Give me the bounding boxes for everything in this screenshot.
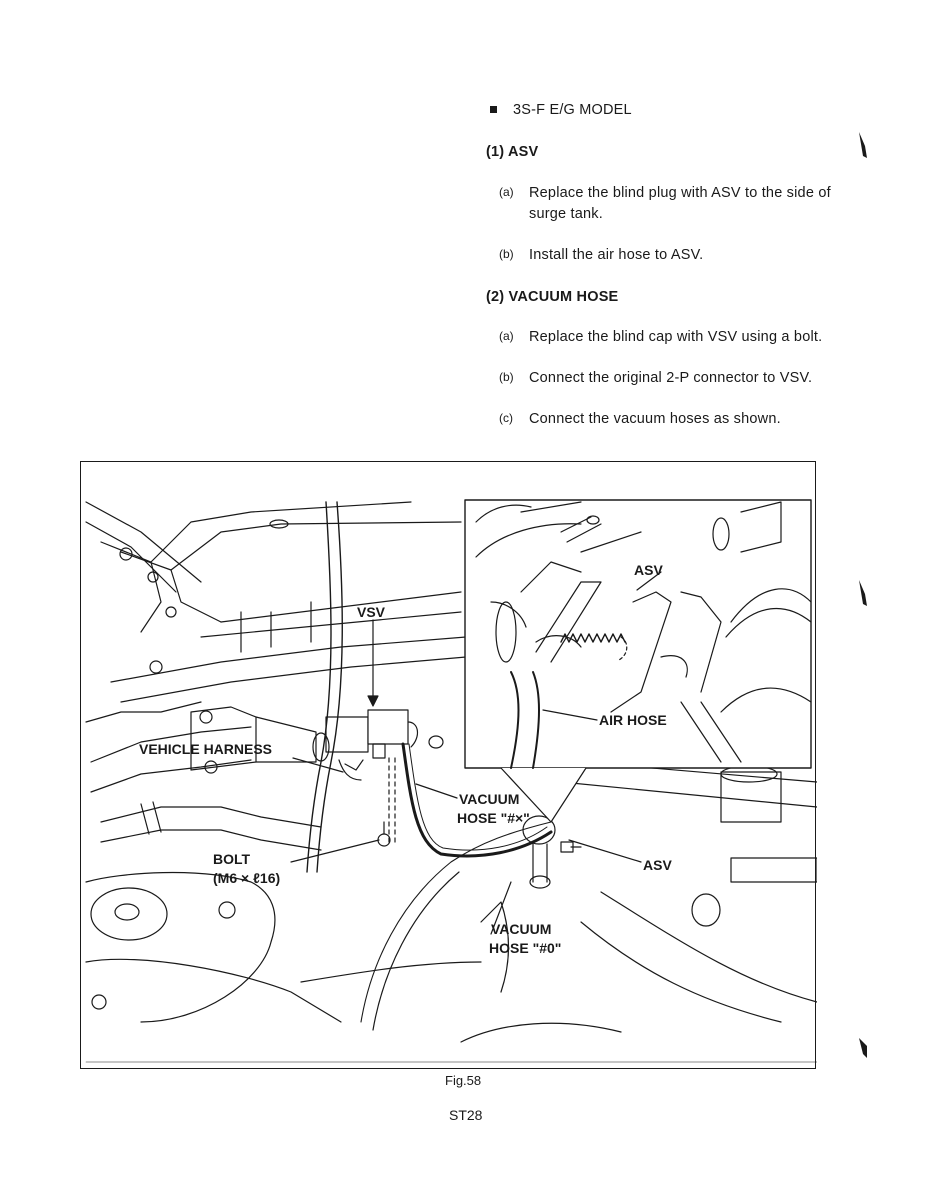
subsection-heading-asv: (1) ASV [486,144,539,160]
item-text: Connect the original 2-P connector to VSV. [529,370,813,386]
margin-mark-icon [855,1034,875,1064]
item-text-continued: surge tank. [529,206,603,222]
label-vsv: VSV [357,604,386,620]
label-inset-asv: ASV [634,562,663,578]
label-inset-air-hose: AIR HOSE [599,712,667,728]
item-letter: (a) [499,329,514,343]
margin-mark-icon [855,578,875,608]
figure-caption: Fig.58 [445,1073,482,1088]
label-bolt: BOLT [213,851,251,867]
label-vacuum-hose-0-1: VACUUM [491,921,552,937]
section-bullet [490,106,497,113]
item-text: Replace the blind cap with VSV using a bolt. [529,329,823,345]
subsection-heading-vacuum-hose: (2) VACUUM HOSE [486,289,619,305]
label-asv: ASV [643,857,672,873]
margin-mark-icon [855,130,875,160]
asv-leader [569,840,641,862]
item-text: Replace the blind plug with ASV to the side of [529,185,831,201]
label-vacuum-hose-x-1: VACUUM [459,791,520,807]
item-text: Install the air hose to ASV. [529,247,704,263]
vacuum-x-leader [416,784,457,798]
section-title: 3S-F E/G MODEL [513,102,632,118]
item-text: Connect the vacuum hoses as shown. [529,411,781,427]
bolt-leader [291,840,379,862]
item-letter: (b) [499,247,514,261]
label-vehicle-harness: VEHICLE HARNESS [139,741,273,757]
item-letter: (c) [499,411,513,425]
engine-illustration [81,462,817,1070]
figure-frame [80,461,816,1069]
item-letter: (b) [499,370,514,384]
page-number: ST28 [449,1107,483,1123]
label-vacuum-hose-x-2: HOSE "#×" [457,810,530,826]
item-letter: (a) [499,185,514,199]
label-bolt-size: (M6 × ℓ16) [213,870,281,886]
label-vacuum-hose-0-2: HOSE "#0" [489,940,562,956]
